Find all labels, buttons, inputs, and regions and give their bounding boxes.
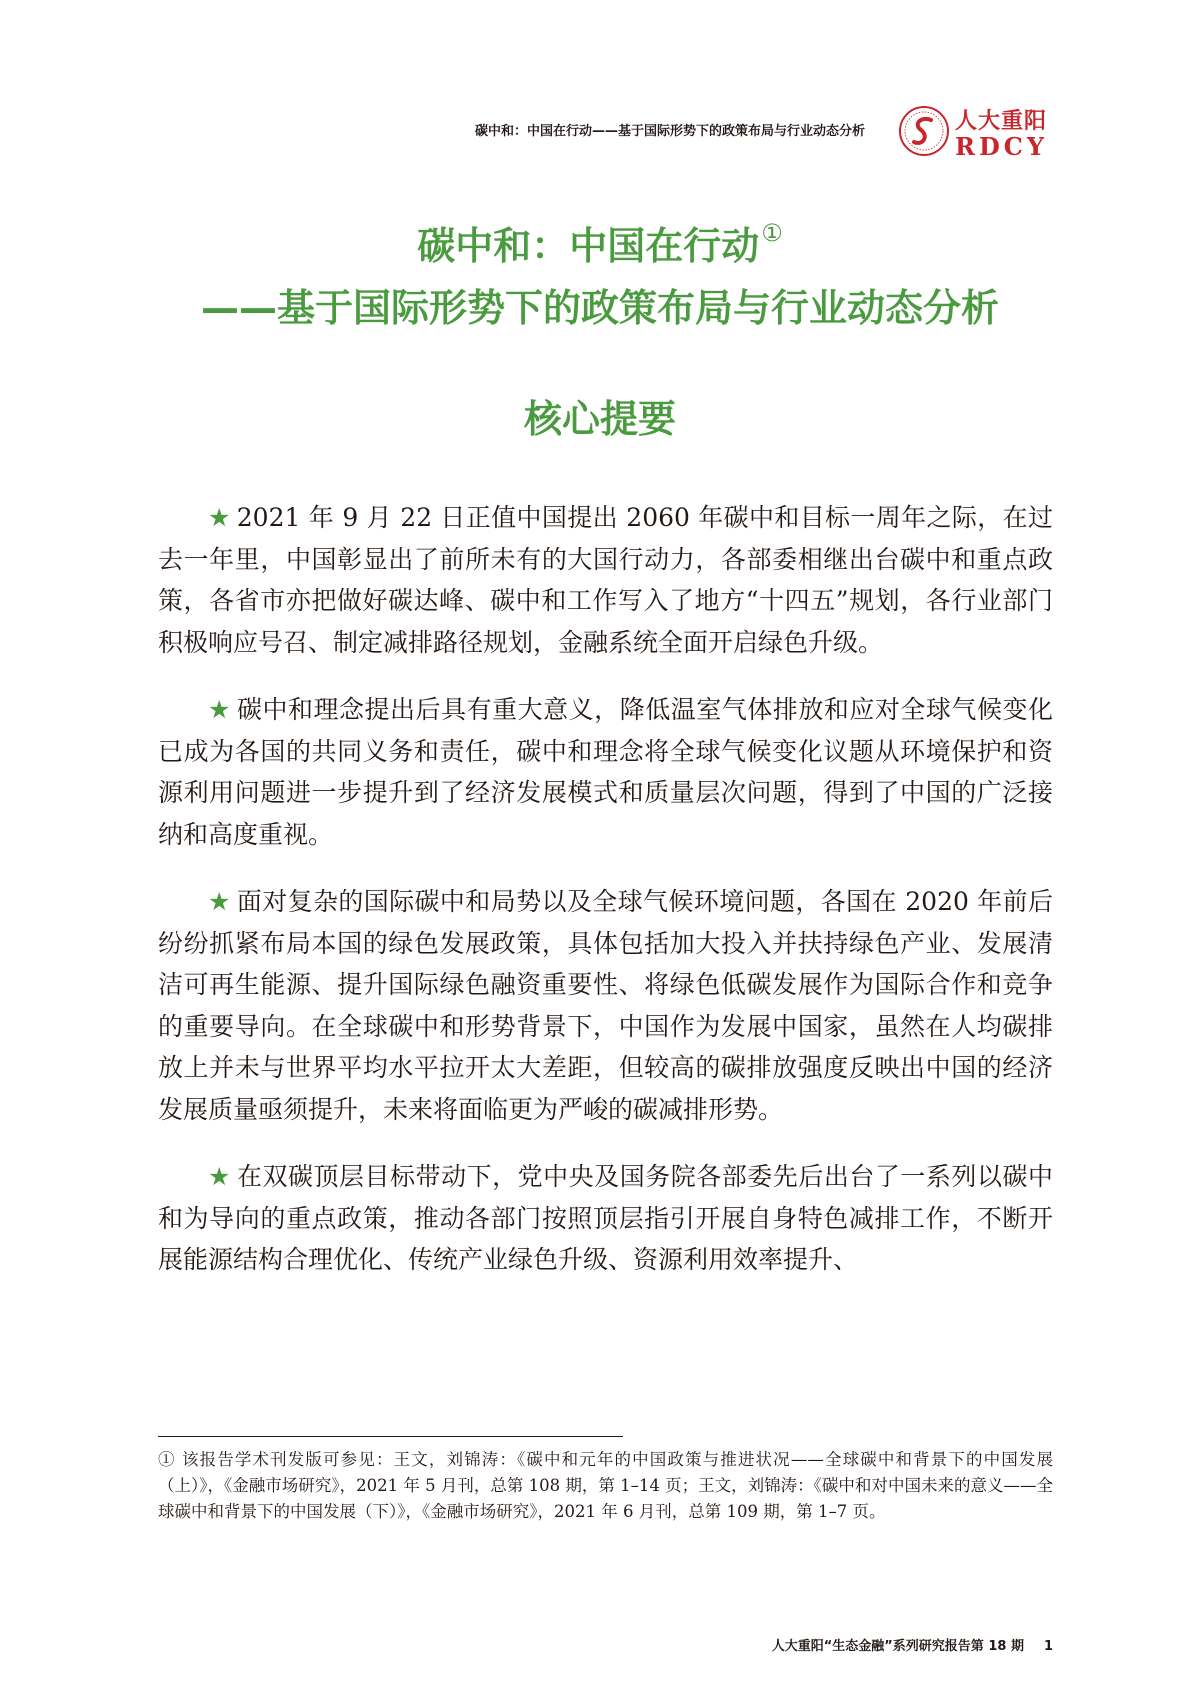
paragraph-text: 2021 年 9 月 22 日正值中国提出 2060 年碳中和目标一周年之际，在过去一年里，中国彰显出了前所未有的大国行动力，各部委相继出台碳中和重点政策，各省市亦把做好碳达峰、碳中和工作写入了地方“十四五”规划，各行业部门积极响应号召、制定减排路径规划，金融系统全面开启绿色升级。: [158, 503, 1053, 657]
star-icon: ★: [208, 503, 231, 532]
paragraph-text: 碳中和理念提出后具有重大意义，降低温室气体排放和应对全球气候变化已成为各国的共同义务和责任，碳中和理念将全球气候变化议题从环境保护和资源利用问题进一步提升到了经济发展模式和质量层次问题，得到了中国的广泛接纳和高度重视。: [158, 695, 1053, 849]
logo-emblem-icon: [897, 104, 951, 158]
section-heading: 核心提要: [523, 397, 676, 441]
document-title: [0, 215, 1200, 270]
summary-paragraph: [158, 689, 1053, 855]
paragraph-text: 面对复杂的国际碳中和局势以及全球气候环境问题，各国在 2020 年前后纷纷抓紧布局本国的绿色发展政策，具体包括加大投入并扶持绿色产业、发展清洁可再生能源、提升国际绿色融资重要性、将绿色低碳发展作为国际合作和竞争的重要导向。在全球碳中和形势背景下，中国作为发展中国家，虽然在人均碳排放上并未与世界平均水平拉开太大差距，但较高的碳排放强度反映出中国的经济发展质量亟须提升，未来将面临更为严峻的碳减排形势。: [158, 887, 1053, 1124]
summary-paragraph: [158, 881, 1053, 1130]
summary-paragraph: [158, 1156, 1053, 1281]
summary-body: [158, 497, 1053, 1307]
title-line-1: 碳中和：中国在行动: [417, 224, 760, 268]
footnote: [158, 1447, 1053, 1525]
page-number: 1: [1043, 1639, 1053, 1654]
footnote-marker: ①: [158, 1450, 176, 1469]
footer-series: 人大重阳“生态金融”系列研究报告第 18 期: [771, 1639, 1024, 1654]
document-subtitle: ——基于国际形势下的政策布局与行业动态分析: [200, 286, 999, 330]
star-icon: ★: [208, 887, 231, 916]
paragraph-text: 在双碳顶层目标带动下，党中央及国务院各部委先后出台了一系列以碳中和为导向的重点政策，推动各部门按照顶层指引开展自身特色减排工作，不断开展能源结构合理优化、传统产业绿色升级、资源利用效率提升、: [158, 1162, 1053, 1274]
title-footnote-ref[interactable]: ①: [761, 219, 783, 247]
page-footer: [772, 1635, 1053, 1654]
logo-chinese-text: 人大重阳: [955, 108, 1048, 134]
star-icon: ★: [208, 1162, 231, 1191]
summary-paragraph: [158, 497, 1053, 663]
page-header: [160, 100, 1055, 162]
running-title: 碳中和：中国在行动——基于国际形势下的政策布局与行业动态分析: [474, 124, 865, 139]
footnote-text: 该报告学术刊发版可参见：王文，刘锦涛：《碳中和元年的中国政策与推进状况——全球碳中和背景下的中国发展（上）》，《金融市场研究》，2021 年 5 月刊，总第 108 期，第 1–14 页；王文，刘锦涛：《碳中和对中国未来的意义——全球碳中和背景下的中国发展（下）》，《金融市场研究》，2021 年 6 月刊，总第 109 期，第 1–7 页。: [158, 1450, 1054, 1521]
footnote-divider: [158, 1436, 623, 1437]
star-icon: ★: [208, 695, 231, 724]
logo-english-text: RDCY: [955, 132, 1048, 161]
rdcy-logo: [897, 102, 1055, 160]
